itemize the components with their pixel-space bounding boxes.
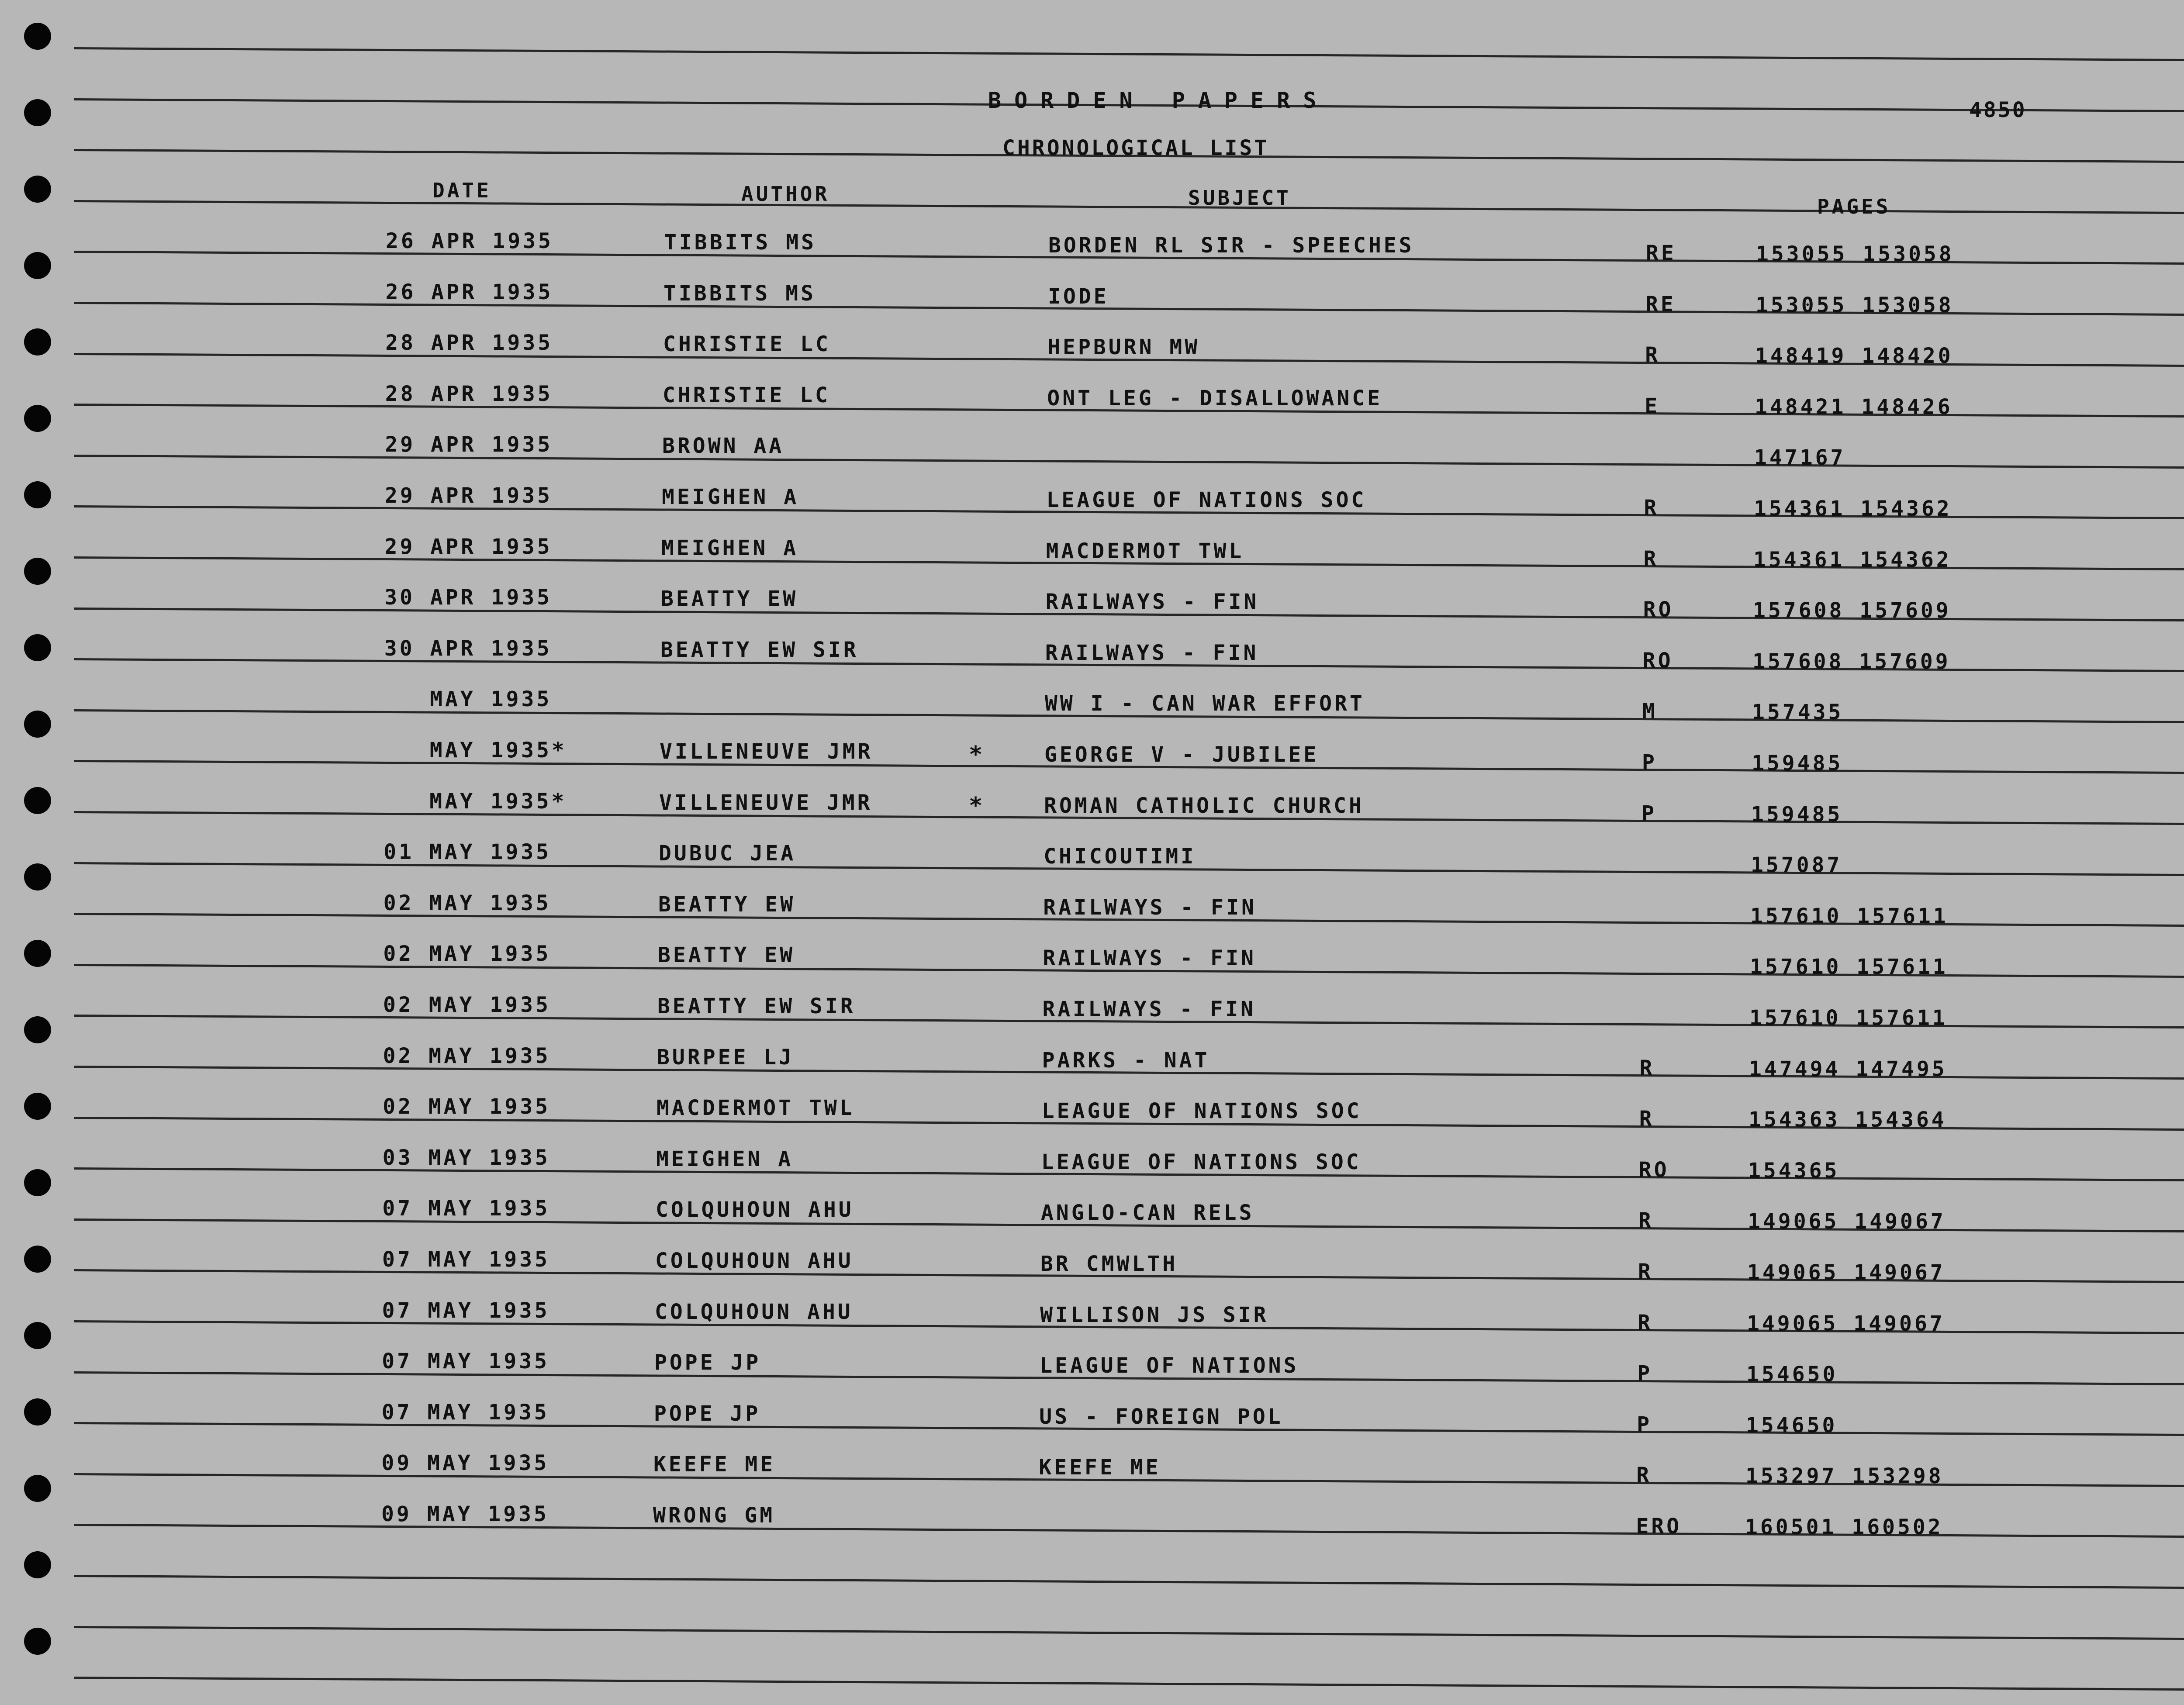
cell-subject: HEPBURN MW (1047, 335, 1200, 360)
cell-pages: 147167 (1754, 445, 1846, 470)
column-header-pages: PAGES (1817, 195, 1891, 218)
cell-code: RE (1646, 241, 1676, 266)
feed-hole (24, 252, 51, 279)
cell-pages: 154650 (1746, 1362, 1838, 1387)
cell-date: MAY 1935* (384, 789, 567, 814)
cell-subject: IODE (1048, 284, 1109, 309)
cell-author: MEIGHEN A (656, 1146, 794, 1171)
cell-pages: 149065 149067 (1747, 1311, 1945, 1336)
cell-subject: LEAGUE OF NATIONS (1040, 1353, 1299, 1378)
cell-date: 30 APR 1935 (384, 585, 553, 610)
feed-hole (24, 863, 51, 890)
cell-subject: LEAGUE OF NATIONS SOC (1046, 488, 1367, 512)
cell-author: VILLENEUVE JMR (660, 739, 873, 764)
cell-code: R (1639, 1107, 1655, 1132)
cell-subject: LEAGUE OF NATIONS SOC (1041, 1099, 1362, 1124)
cell-author: COLQUHOUN AHU (656, 1198, 854, 1222)
feed-hole (24, 1169, 51, 1196)
cell-date: 01 MAY 1935 (384, 840, 552, 865)
cell-subject: GEORGE V - JUBILEE (1044, 742, 1319, 767)
feed-hole (24, 176, 51, 203)
cell-code: P (1637, 1412, 1652, 1437)
cell-subject: WILLISON JS SIR (1040, 1302, 1269, 1327)
cell-pages: 157608 157609 (1753, 598, 1951, 623)
cell-subject: LEAGUE OF NATIONS SOC (1041, 1149, 1362, 1174)
cell-subject: ANGLO-CAN RELS (1040, 1201, 1254, 1225)
cell-date: 26 APR 1935 (385, 280, 553, 304)
cell-date: MAY 1935* (384, 738, 567, 763)
cell-code: R (1636, 1463, 1652, 1488)
cell-subject: US - FOREIGN POL (1039, 1404, 1283, 1429)
document-title: BORDEN PAPERS (988, 88, 1330, 113)
cell-pages: 154650 (1746, 1413, 1838, 1438)
cell-pages: 147494 147495 (1749, 1056, 1947, 1081)
cell-pages: 149065 149067 (1747, 1260, 1946, 1285)
cell-subject: BORDEN RL SIR - SPEECHES (1048, 233, 1414, 258)
cell-author: POPE JP (654, 1350, 761, 1375)
cell-author: BEATTY EW (661, 587, 798, 611)
cell-pages: 153297 153298 (1745, 1464, 1944, 1489)
cell-date: 30 APR 1935 (384, 636, 552, 661)
cell-author: COLQUHOUN AHU (655, 1249, 854, 1273)
cell-date: 07 MAY 1935 (382, 1349, 550, 1374)
cell-date: 29 APR 1935 (384, 534, 553, 559)
cell-date: 07 MAY 1935 (382, 1298, 550, 1323)
feed-hole (24, 1016, 51, 1043)
cell-date: 02 MAY 1935 (383, 1094, 551, 1119)
column-header-subject: SUBJECT (1188, 186, 1291, 210)
cell-subject: WW I - CAN WAR EFFORT (1044, 691, 1365, 716)
feed-hole (24, 99, 51, 126)
feed-hole (24, 1093, 51, 1120)
cell-code: R (1639, 1056, 1655, 1080)
cell-date: 26 APR 1935 (386, 229, 553, 253)
cell-subject: RAILWAYS - FIN (1045, 590, 1259, 614)
cell-date: 28 APR 1935 (385, 331, 553, 355)
cell-subject: BR CMWLTH (1040, 1252, 1178, 1276)
cell-code: M (1642, 699, 1658, 724)
cell-code: RE (1645, 292, 1676, 317)
cell-author: COLQUHOUN AHU (655, 1299, 853, 1324)
cell-pages: 148421 148426 (1755, 394, 1953, 419)
cell-code: P (1637, 1361, 1653, 1386)
cell-pages: 153055 153058 (1755, 293, 1954, 318)
cell-code: R (1638, 1208, 1654, 1233)
cell-code: RO (1638, 1157, 1669, 1182)
cell-pages: 159485 (1752, 751, 1843, 776)
cell-author: TIBBITS MS (663, 281, 816, 306)
document-subtitle: CHRONOLOGICAL LIST (1002, 136, 1269, 160)
cell-author: VILLENEUVE JMR (659, 790, 873, 815)
cell-code: ERO (1636, 1514, 1682, 1539)
cell-author: MEIGHEN A (662, 485, 799, 509)
cell-pages: 157610 157611 (1750, 955, 1948, 980)
feed-hole (24, 558, 51, 585)
cell-date: 02 MAY 1935 (383, 942, 551, 966)
cell-subject: RAILWAYS - FIN (1045, 640, 1259, 665)
cell-author: TIBBITS MS (664, 230, 816, 255)
cell-date: 09 MAY 1935 (381, 1502, 549, 1526)
cell-code: P (1642, 750, 1657, 775)
cell-pages: 148419 148420 (1755, 344, 1953, 369)
cell-subject: KEEFE ME (1039, 1455, 1161, 1480)
cell-author: POPE JP (654, 1401, 761, 1426)
cell-code: R (1645, 343, 1661, 368)
cell-author: BEATTY EW SIR (657, 994, 856, 1018)
cell-date: MAY 1935 (384, 687, 552, 712)
cell-date: 02 MAY 1935 (383, 890, 551, 915)
cell-code: R (1643, 546, 1659, 571)
cell-date: 02 MAY 1935 (383, 1043, 551, 1068)
cell-author: BEATTY EW (658, 892, 796, 917)
cell-pages: 154365 (1748, 1158, 1840, 1183)
cell-author: BEATTY EW (658, 943, 795, 968)
feed-hole (24, 634, 51, 661)
cell-pages: 157610 157611 (1750, 904, 1949, 928)
cell-code: R (1638, 1310, 1653, 1335)
cell-subject: RAILWAYS - FIN (1043, 946, 1256, 971)
cell-pages: 153055 153058 (1756, 242, 1954, 266)
feed-hole (24, 1246, 51, 1273)
cell-subject: MACDERMOT TWL (1046, 538, 1244, 563)
cell-author: BEATTY EW SIR (660, 637, 859, 662)
cell-author: CHRISTIE LC (663, 383, 830, 407)
feed-hole (24, 23, 51, 50)
form-rule (74, 1626, 2184, 1640)
feed-hole (24, 711, 51, 738)
cell-pages: 159485 (1751, 802, 1843, 827)
cell-author: CHRISTIE LC (663, 332, 831, 357)
form-rule (74, 1677, 2184, 1691)
cell-pages: 154361 154362 (1753, 547, 1952, 572)
cell-author: BROWN AA (662, 434, 784, 459)
cell-date: 07 MAY 1935 (382, 1196, 550, 1221)
cell-date: 07 MAY 1935 (381, 1400, 549, 1425)
cell-subject: PARKS - NAT (1042, 1048, 1210, 1073)
feed-hole (24, 940, 51, 967)
cell-author: WRONG GM (653, 1503, 775, 1528)
cell-author: KEEFE ME (653, 1452, 776, 1477)
feed-hole (24, 1475, 51, 1502)
cell-pages: 157087 (1751, 853, 1842, 878)
cell-author: MACDERMOT TWL (657, 1096, 855, 1121)
cell-date: 09 MAY 1935 (381, 1451, 549, 1476)
cell-date: 28 APR 1935 (385, 381, 553, 406)
feed-hole (24, 787, 51, 814)
feed-hole (24, 481, 51, 508)
cell-code: E (1645, 393, 1660, 418)
sheet-number: 4850 (1969, 98, 2027, 122)
cell-code: RO (1643, 597, 1674, 622)
feed-hole (24, 405, 51, 432)
cell-date: 02 MAY 1935 (383, 993, 551, 1017)
column-header-date: DATE (432, 179, 491, 202)
cell-pages: 157610 157611 (1749, 1006, 1948, 1030)
column-header-author: AUTHOR (741, 182, 830, 206)
cell-flag: * (969, 742, 985, 768)
cell-date: 29 APR 1935 (385, 432, 553, 457)
cell-code: RO (1642, 648, 1673, 673)
cell-subject: RAILWAYS - FIN (1042, 997, 1256, 1022)
feed-hole (24, 1398, 51, 1425)
cell-subject: ROMAN CATHOLIC CHURCH (1044, 793, 1364, 818)
cell-pages: 154363 154364 (1749, 1108, 1947, 1132)
cell-pages: 157435 (1752, 700, 1844, 725)
cell-author: DUBUC JEA (659, 841, 796, 866)
feed-hole (24, 328, 51, 355)
feed-hole (24, 1628, 51, 1655)
cell-subject: ONT LEG - DISALLOWANCE (1047, 386, 1383, 411)
form-rule (74, 47, 2184, 62)
cell-flag: * (969, 792, 985, 819)
cell-code: R (1638, 1260, 1653, 1284)
cell-date: 29 APR 1935 (385, 483, 553, 508)
feed-hole (24, 1551, 51, 1578)
cell-author: MEIGHEN A (661, 535, 799, 560)
cell-code: R (1644, 496, 1659, 520)
cell-subject: RAILWAYS - FIN (1043, 895, 1257, 920)
cell-pages: 157608 157609 (1752, 649, 1951, 674)
feed-hole (24, 1322, 51, 1349)
cell-pages: 154361 154362 (1754, 497, 1952, 521)
cell-subject: CHICOUTIMI (1044, 844, 1196, 869)
cell-code: P (1641, 801, 1657, 826)
form-rule (74, 1575, 2184, 1589)
cell-pages: 160501 160502 (1745, 1515, 1943, 1539)
cell-author: BURPEE LJ (657, 1045, 795, 1070)
cell-date: 03 MAY 1935 (382, 1145, 550, 1170)
cell-pages: 149065 149067 (1748, 1209, 1946, 1234)
cell-date: 07 MAY 1935 (382, 1247, 550, 1272)
